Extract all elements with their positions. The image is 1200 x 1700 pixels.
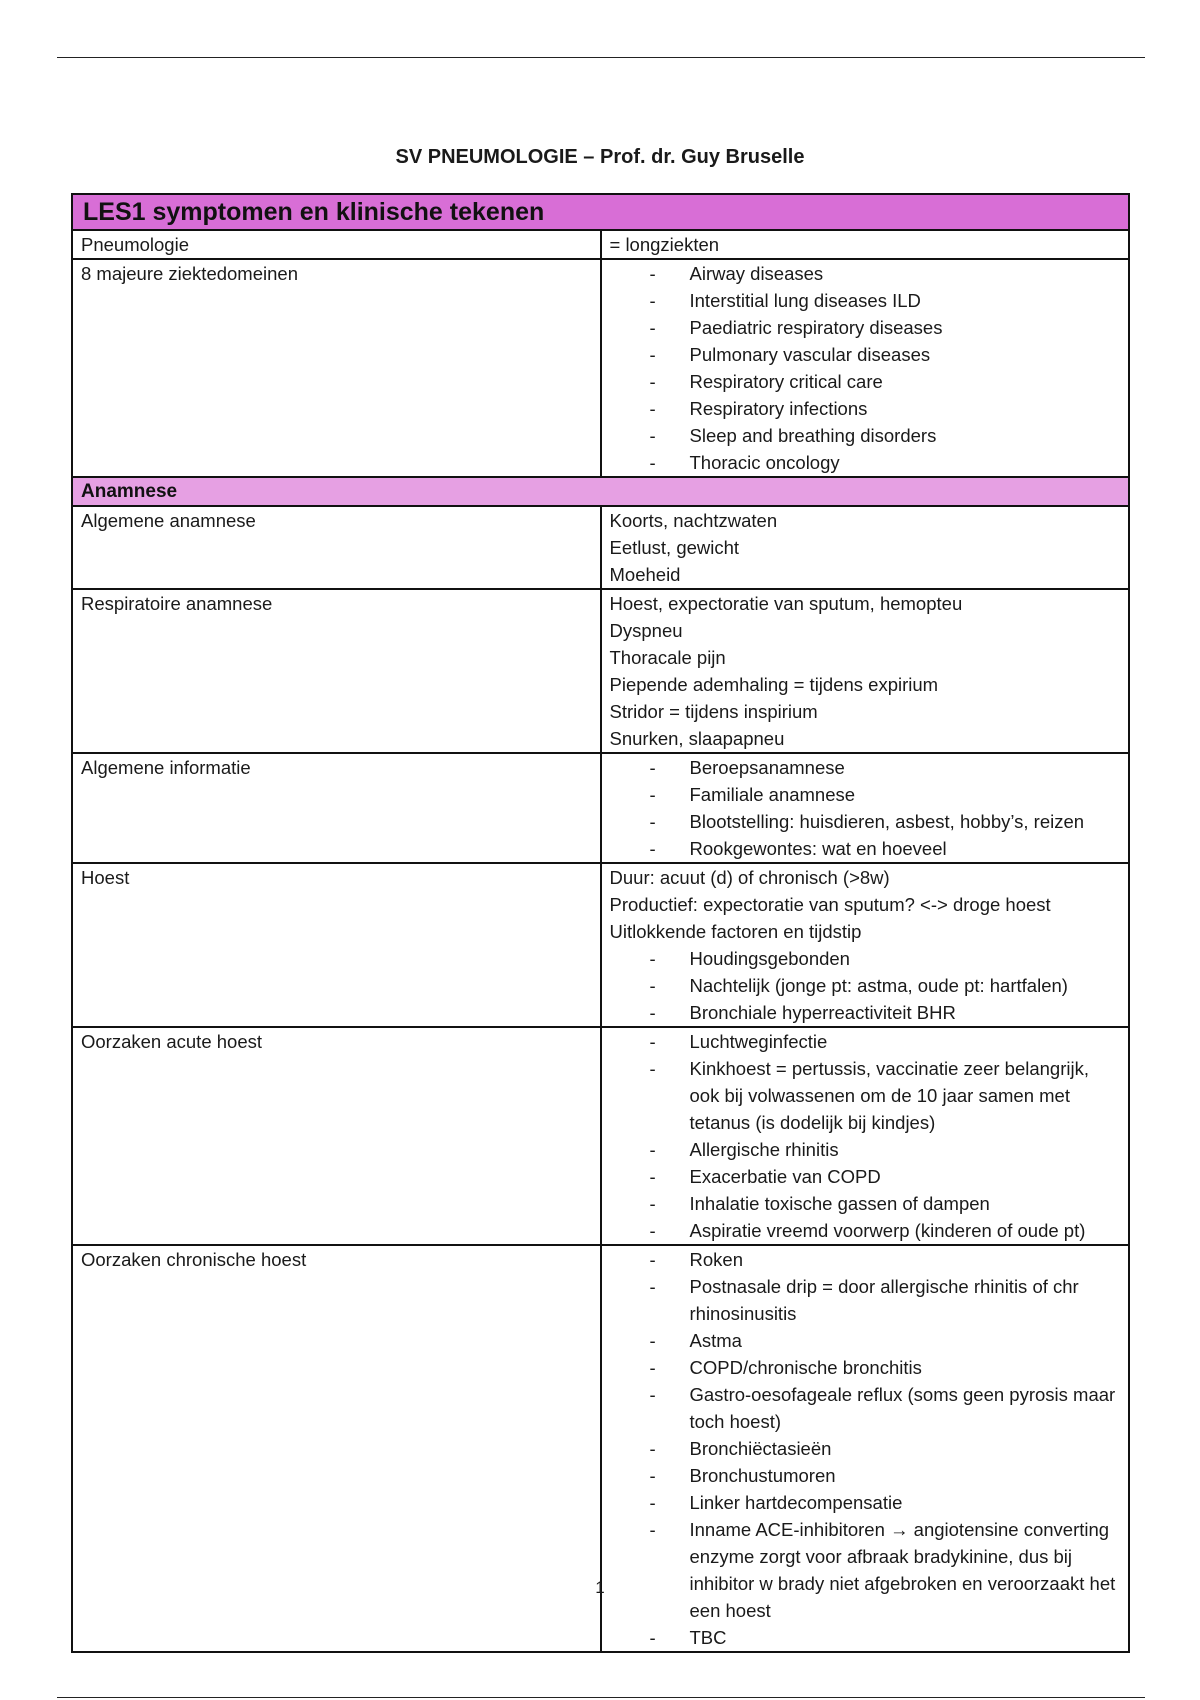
- value-line: Dyspneu: [609, 620, 683, 641]
- list-item: - Interstitial lung diseases ILD: [610, 287, 1121, 314]
- list-item: - Thoracic oncology: [610, 449, 1121, 476]
- row-value: [601, 1027, 1130, 1245]
- list-item: - Bronchustumoren: [610, 1462, 1121, 1489]
- value-line: Duur: acuut (d) of chronisch (>8w): [609, 867, 890, 888]
- list-item: - Roken: [610, 1246, 1121, 1273]
- list-item: - Nachtelijk (jonge pt: astma, oude pt: hartfalen): [610, 972, 1121, 999]
- value-line: Uitlokkende factoren en tijdstip: [609, 921, 862, 942]
- table-row: [72, 753, 1129, 863]
- list-item: - Luchtweginfectie: [610, 1028, 1121, 1055]
- section-header-row: [72, 194, 1129, 230]
- list-item: - Allergische rhinitis: [610, 1136, 1121, 1163]
- list-item: - Inhalatie toxische gassen of dampen: [610, 1190, 1121, 1217]
- value-line: Productief: expectoratie van sputum? <-> droge hoest: [609, 894, 1051, 915]
- row-value: [601, 753, 1130, 863]
- list-item: - Pulmonary vascular diseases: [610, 341, 1121, 368]
- bullet-list: [610, 754, 1121, 862]
- value-line: = longziekten: [609, 234, 720, 255]
- row-key: Algemene anamnese: [72, 506, 601, 589]
- list-item: - Bronchiale hyperreactiviteit BHR: [610, 999, 1121, 1026]
- bullet-list: [610, 260, 1121, 476]
- list-item: - Exacerbatie van COPD: [610, 1163, 1121, 1190]
- list-item: - Airway diseases: [610, 260, 1121, 287]
- list-item: - Sleep and breathing disorders: [610, 422, 1121, 449]
- list-item: - Gastro-oesofageale reflux (soms geen pyrosis maar toch hoest): [610, 1381, 1121, 1435]
- row-value: [601, 589, 1130, 753]
- subsection-header-row: [72, 477, 1129, 506]
- row-value: [601, 863, 1130, 1027]
- list-item: - Bronchiëctasieën: [610, 1435, 1121, 1462]
- page-number: 1: [595, 1578, 605, 1597]
- row-key: Oorzaken acute hoest: [72, 1027, 601, 1245]
- row-key: Algemene informatie: [72, 753, 601, 863]
- row-key: 8 majeure ziektedomeinen: [72, 259, 601, 477]
- list-item: - Astma: [610, 1327, 1121, 1354]
- list-item: - Inname ACE-inhibitoren → angiotensine converting enzyme zorgt voor afbraak bradykinine, dus bij inhibitor w brady niet afgebroken en veroorzaakt het een hoest: [610, 1516, 1121, 1624]
- list-item: - Respiratory critical care: [610, 368, 1121, 395]
- value-line: Eetlust, gewicht: [609, 537, 740, 558]
- table-row: [72, 863, 1129, 1027]
- bullet-list: [610, 945, 1121, 1026]
- document-title: SV PNEUMOLOGIE – Prof. dr. Guy Bruselle: [395, 146, 805, 168]
- value-line: Moeheid: [609, 564, 681, 585]
- bullet-list: [610, 1028, 1121, 1244]
- value-line: Koorts, nachtzwaten: [609, 510, 778, 531]
- row-key: Respiratoire anamnese: [72, 589, 601, 753]
- list-item: - Respiratory infections: [610, 395, 1121, 422]
- bottom-rule: [57, 1697, 1145, 1698]
- table-row: [72, 230, 1129, 259]
- list-item: - Beroepsanamnese: [610, 754, 1121, 781]
- row-value: [601, 506, 1130, 589]
- row-key: Pneumologie: [72, 230, 601, 259]
- list-item: - Familiale anamnese: [610, 781, 1121, 808]
- list-item: - Rookgewontes: wat en hoeveel: [610, 835, 1121, 862]
- value-line: Stridor = tijdens inspirium: [609, 701, 818, 722]
- row-value: [601, 230, 1130, 259]
- row-key: Oorzaken chronische hoest: [72, 1245, 601, 1652]
- section-title: LES1 symptomen en klinische tekenen: [72, 194, 1129, 230]
- list-item: - Blootstelling: huisdieren, asbest, hobby’s, reizen: [610, 808, 1121, 835]
- notes-table: [71, 193, 1130, 1653]
- table-row: [72, 1027, 1129, 1245]
- top-rule: [57, 57, 1145, 58]
- subsection-title: Anamnese: [72, 477, 1129, 506]
- list-item: - Kinkhoest = pertussis, vaccinatie zeer belangrijk, ook bij volwassenen om de 10 jaar samen met tetanus (is dodelijk bij kindjes): [610, 1055, 1121, 1136]
- value-line: Snurken, slaapapneu: [609, 728, 785, 749]
- list-item: - COPD/chronische bronchitis: [610, 1354, 1121, 1381]
- list-item: - Aspiratie vreemd voorwerp (kinderen of oude pt): [610, 1217, 1121, 1244]
- list-item: - Paediatric respiratory diseases: [610, 314, 1121, 341]
- row-key: Hoest: [72, 863, 601, 1027]
- list-item: - Postnasale drip = door allergische rhinitis of chr rhinosinusitis: [610, 1273, 1121, 1327]
- value-line: Hoest, expectoratie van sputum, hemopteu: [609, 593, 963, 614]
- value-line: Piepende ademhaling = tijdens expirium: [609, 674, 939, 695]
- list-item: - Houdingsgebonden: [610, 945, 1121, 972]
- table-row: [72, 589, 1129, 753]
- row-value: [601, 259, 1130, 477]
- value-line: Thoracale pijn: [609, 647, 726, 668]
- table-row: [72, 259, 1129, 477]
- table-row: [72, 506, 1129, 589]
- list-item: - Linker hartdecompensatie: [610, 1489, 1121, 1516]
- list-item: - TBC: [610, 1624, 1121, 1651]
